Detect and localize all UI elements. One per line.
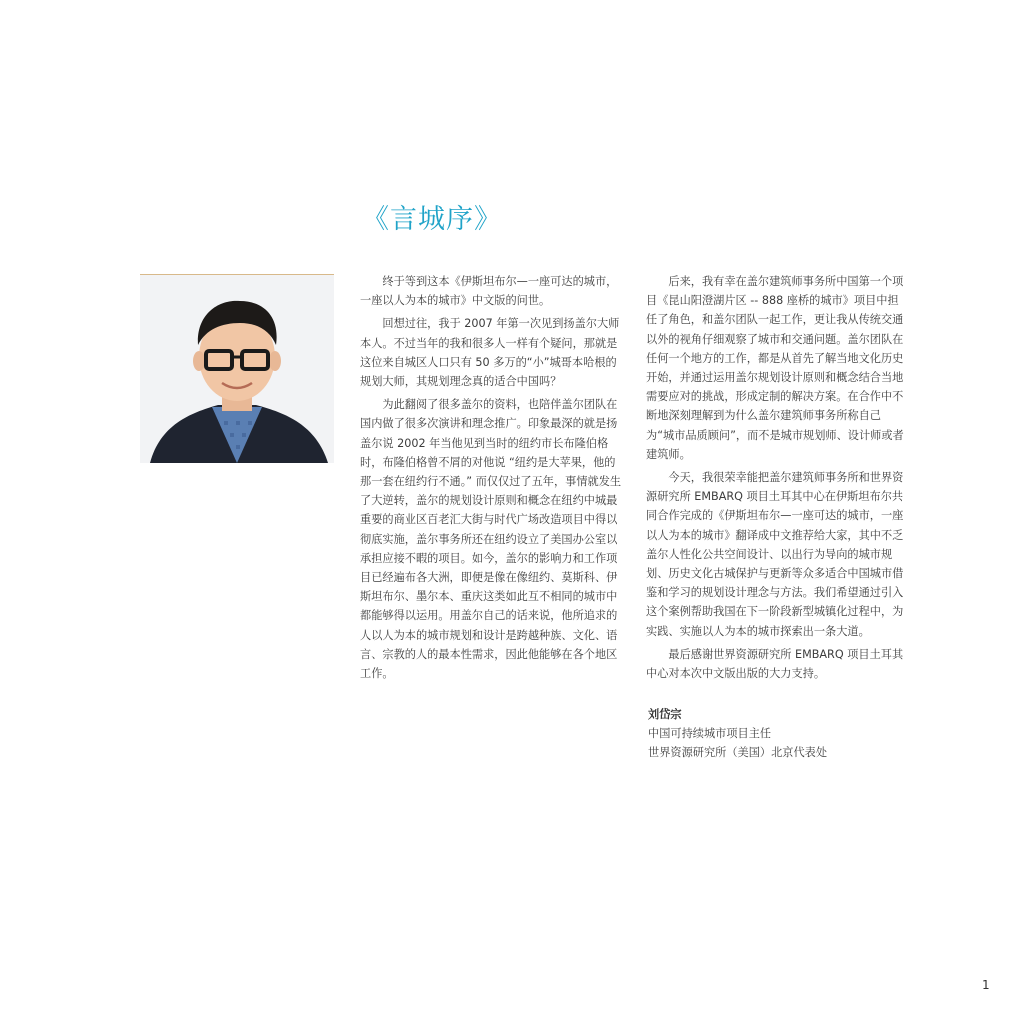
text-column-right: [646, 272, 904, 687]
signature-organization: 世界资源研究所（美国）北京代表处: [648, 746, 828, 759]
signature-block: [648, 705, 827, 762]
paragraph: 为此翻阅了很多盖尔的资料，也陪伴盖尔团队在国内做了很多次演讲和理念推广。印象最深的就是扬盖尔说 2002 年当他见到当时的纽约市长布隆伯格时，布隆伯格曾不屑的对他说 “纽约是大苹果，他的那一套在纽约行不通。” 而仅仅过了五年，事情就发生了大逆转，盖尔的规划设计原则和概念在纽约中城最重要的商业区百老汇大街与时代广场改造项目中得以彻底实施，盖尔事务所还在纽约设立了美国办公室以承担应接不暇的项目。如今，盖尔的影响力和工作项目已经遍布各大洲，即便是像在像纽约、莫斯科、伊斯坦布尔、墨尔本、重庆这类如此互不相同的城市中都能够得以运用。用盖尔自己的话来说，他所追求的人以人为本的城市规划和设计是跨越种族、文化、语言、宗教的人的最本性需求，因此他能够在各个地区工作。: [360, 398, 622, 681]
text-column-left: [360, 272, 626, 687]
signature-title: 中国可持续城市项目主任: [648, 727, 772, 740]
author-photo: [140, 274, 334, 463]
paragraph: 终于等到这本《伊斯坦布尔—一座可达的城市，一座以人为本的城市》中文版的问世。: [360, 275, 618, 308]
paragraph: 最后感谢世界资源研究所 EMBARQ 项目土耳其中心对本次中文版出版的大力支持。: [646, 647, 904, 681]
paragraph: 今天，我很荣幸能把盖尔建筑师事务所和世界资源研究所 EMBARQ 项目土耳其中心在伊斯坦布尔共同合作完成的《伊斯坦布尔—一座可达的城市，一座以人为本的城市》翻译成中文推荐给大家，其中不乏盖尔人性化公共空间设计、以出行为导向的城市规划、历史文化古城保护与更新等众多适合中国城市借鉴和学习的规划设计理念与方法。我们希望通过引入这个案例帮助我国在下一阶段新型城镇化过程中，为实践、实施以人为本的城市探索出一条大道。: [646, 471, 904, 638]
page-number: 1: [982, 978, 990, 992]
signature-name: 刘岱宗: [648, 708, 682, 721]
paragraph: 回想过往，我于 2007 年第一次见到扬盖尔大师本人。不过当年的我和很多人一样有个疑问，那就是这位来自城区人口只有 50 多万的“小”城哥本哈根的规划大师，其规划理念真的适合中国吗？: [360, 317, 620, 389]
paragraph: 后来，我有幸在盖尔建筑师事务所中国第一个项目《昆山阳澄湖片区 -- 888 座桥的城市》项目中担任了角色，和盖尔团队一起工作，更让我从传统交通以外的视角仔细观察了城市和交通问题。盖尔团队在任何一个地方的工作，都是从首先了解当地文化历史开始，并通过运用盖尔规划设计原则和概念结合当地需要应对的挑战，形成定制的解决方案。在合作中不断地深刻理解到为什么盖尔建筑师事务所称自己为“城市品质顾问”，而不是城市规划师、设计师或者建筑师。: [646, 275, 904, 461]
page-title: 《言城序》: [362, 204, 502, 235]
